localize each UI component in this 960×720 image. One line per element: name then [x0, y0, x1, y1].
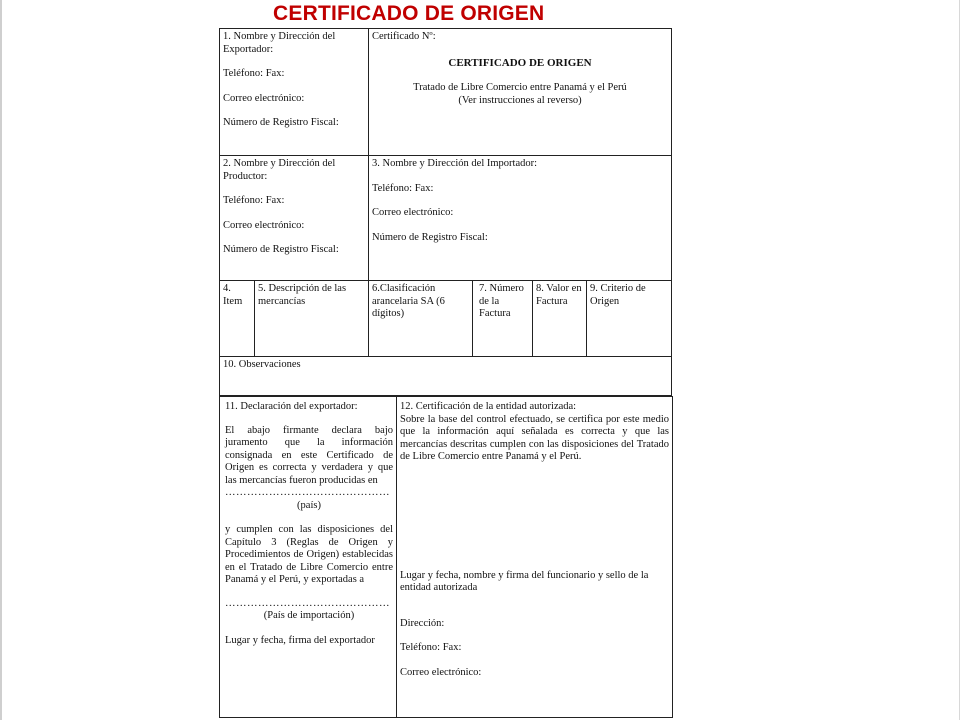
exporter-declaration-box — [222, 399, 396, 715]
exporter-tax-id: Número de Registro Fiscal: — [223, 117, 339, 128]
import-country-dotted-line: ……………………………………… — [225, 597, 390, 609]
column-header-item: 4. Item — [223, 283, 243, 307]
lower-table — [219, 396, 673, 718]
column-header-invoice-value: 8. Valor en Factura — [536, 283, 582, 307]
exporter-declaration-text: El abajo firmante declara bajo juramento que la información consignada en este Certificado de Origen es correcta y verdadera y que las mercancías fueron producidas en — [225, 424, 393, 486]
exporter-declaration-label: 11. Declaración del exportador: — [225, 401, 358, 412]
authority-certification-label: 12. Certificación de la entidad autorizada: — [400, 401, 577, 412]
slide-left-edge — [0, 0, 2, 720]
column-header-origin-criterion: 9. Criterio de Origen — [590, 283, 646, 307]
column-header-tariff-classification: 6.Clasificación arancelaria SA (6 dígitos) — [372, 283, 445, 319]
exporter-signature-label: Lugar y fecha, firma del exportador — [225, 634, 375, 646]
exporter-declaration-text-2: y cumplen con las disposiciones del Capítulo 3 (Reglas de Origen y Procedimientos de Origen) establecidas en el Tratado de Libre Comercio entre Panamá y el Perú, y exportadas a — [225, 524, 393, 585]
authority-email: Correo electrónico: — [400, 666, 482, 678]
producer-tax-id: Número de Registro Fiscal: — [223, 244, 339, 255]
exporter-phone: Teléfono: Fax: — [223, 68, 285, 79]
exporter-label: 1. Nombre y Dirección del Exportador: — [223, 31, 336, 55]
importer-phone: Teléfono: Fax: — [372, 182, 434, 194]
importer-email: Correo electrónico: — [372, 207, 454, 218]
certificate-title: CERTIFICADO DE ORIGEN — [448, 56, 592, 69]
certificate-number-label: Certificado Nº: — [372, 31, 436, 42]
certificate-header-box — [369, 29, 671, 155]
authority-signature-label: Lugar y fecha, nombre y firma del funcionario y sello de la entidad autorizada — [400, 569, 649, 593]
producer-phone: Teléfono: Fax: — [223, 195, 285, 206]
authority-certification-text: Sobre la base del control efectuado, se certifica por este medio que la información aquí señalada es correcta y que las mercancías descritas cumplen con las disposiciones del Tratado de Libre Comercio entre Panamá y el Perú. — [400, 413, 669, 462]
column-header-invoice-number: 7. Número de la Factura — [479, 283, 524, 319]
importer-label: 3. Nombre y Dirección del Importador: — [372, 158, 538, 169]
importer-tax-id: Número de Registro Fiscal: — [372, 231, 488, 243]
slide-title: CERTIFICADO DE ORIGEN — [273, 2, 545, 25]
country-dotted-line: ……………………………………… — [225, 487, 390, 498]
column-header-description: 5. Descripción de las mercancías — [258, 283, 347, 307]
producer-email: Correo electrónico: — [223, 219, 305, 231]
country-label: (país) — [297, 499, 321, 511]
certificate-instructions: (Ver instrucciones al reverso) — [458, 94, 582, 106]
producer-label: 2. Nombre y Dirección del Productor: — [223, 158, 336, 182]
certificate-treaty: Tratado de Libre Comercio entre Panamá y el Perú — [413, 82, 627, 93]
authority-certification-box — [397, 399, 672, 715]
producer-box — [220, 156, 368, 280]
exporter-email: Correo electrónico: — [223, 92, 305, 104]
exporter-box — [220, 29, 368, 155]
upper-table — [219, 28, 672, 396]
observations-box: 10. Observaciones — [223, 359, 301, 370]
import-country-label: (País de importación) — [263, 610, 355, 621]
authority-address: Dirección: — [400, 617, 445, 629]
authority-phone: Teléfono: Fax: — [400, 642, 462, 653]
importer-box — [369, 156, 671, 280]
